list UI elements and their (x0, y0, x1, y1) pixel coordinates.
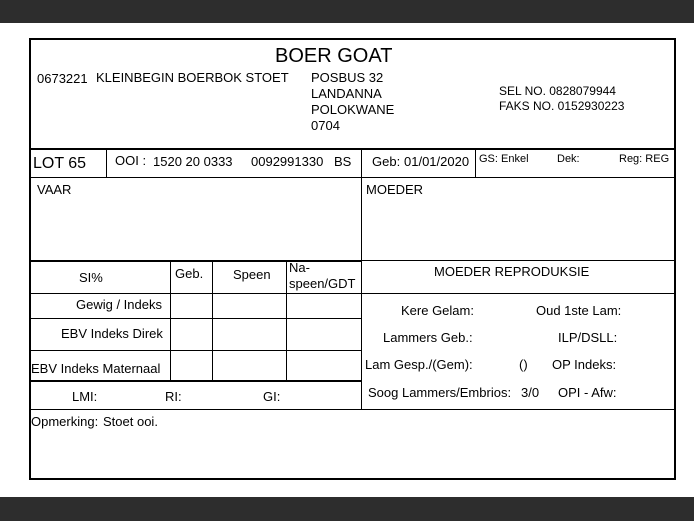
geb-header: Geb. (175, 266, 204, 281)
repro-top (361, 260, 676, 261)
bottom-band (0, 497, 694, 521)
lmi-label: LMI: (72, 389, 98, 404)
lot-divider-1 (106, 150, 107, 177)
mated-label: Dek: (557, 153, 580, 165)
naspeen-header-line-2: speen/GDT (289, 276, 356, 291)
frame-right (674, 38, 676, 480)
si-row-rule-1 (29, 293, 362, 294)
address-line-4: 0704 (311, 118, 340, 133)
soog-value: 3/0 (521, 385, 540, 400)
birth-date-value: 01/01/2020 (404, 154, 470, 169)
si-row-rule-2 (29, 318, 362, 319)
birth-date-label: Geb: (372, 154, 401, 169)
frame-bottom (29, 478, 676, 480)
card-title: BOER GOAT (275, 45, 393, 67)
breed-code: BS (334, 154, 352, 169)
top-band (0, 0, 694, 23)
repro-rule (361, 293, 676, 294)
registration-status: Reg: REG (619, 153, 670, 165)
breeder-name: KLEINBEGIN BOERBOK STOET (96, 70, 289, 85)
address-line-1: POSBUS 32 (311, 70, 384, 85)
sire-label: VAAR (37, 182, 72, 197)
speen-header: Speen (233, 267, 271, 282)
si-table-top (29, 260, 362, 262)
lot-divider-2 (361, 150, 362, 177)
si-col-1 (170, 262, 171, 381)
oud-1ste-lam-label: Oud 1ste Lam: (536, 303, 622, 318)
gi-label: GI: (263, 389, 281, 404)
ilp-dsll-label: ILP/DSLL: (558, 330, 618, 345)
remarks-label: Opmerking: (31, 414, 99, 429)
breeder-code: 0673221 (37, 71, 88, 86)
birth-status: GS: Enkel (479, 153, 529, 165)
si-col-3 (286, 262, 287, 381)
op-indeks-label: OP Indeks: (552, 357, 617, 372)
opi-afw-label: OPI - Afw: (558, 385, 617, 400)
soog-label: Soog Lammers/Embrios: (368, 385, 512, 400)
lammers-geb-label: Lammers Geb.: (383, 330, 473, 345)
lot-number: LOT 65 (33, 155, 87, 172)
remarks-rule (29, 409, 676, 410)
si-row-rule-3 (29, 350, 362, 351)
si-row-ebv-direk: EBV Indeks Direk (61, 326, 163, 341)
si-header: SI% (79, 270, 103, 285)
frame-top (29, 38, 676, 40)
si-table-bottom (29, 380, 362, 382)
address-line-3: POLOKWANE (311, 102, 395, 117)
repro-title: MOEDER REPRODUKSIE (434, 264, 590, 279)
fax-number: FAKS NO. 0152930223 (499, 99, 625, 113)
address-line-2: LANDANNA (311, 86, 382, 101)
lam-gesp-label: Lam Gesp./(Gem): (365, 357, 473, 372)
animal-id-number: 0092991330 (251, 154, 324, 169)
lot-divider-3 (475, 150, 476, 177)
ooi-label: OOI : (115, 153, 147, 168)
si-row-ebv-maternaal: EBV Indeks Maternaal (31, 361, 161, 376)
header-rule (29, 148, 676, 150)
lot-rule (29, 177, 676, 178)
remarks-value: Stoet ooi. (103, 414, 158, 429)
cell-number: SEL NO. 0828079944 (499, 84, 616, 98)
naspeen-header-line-1: Na- (289, 260, 310, 275)
lam-gesp-value: () (519, 357, 528, 372)
ooi-value: 1520 20 0333 (153, 154, 233, 169)
si-col-2 (212, 262, 213, 381)
si-row-gewig: Gewig / Indeks (76, 297, 162, 312)
ri-label: RI: (165, 389, 182, 404)
kere-gelam-label: Kere Gelam: (401, 303, 474, 318)
dam-label: MOEDER (366, 182, 424, 197)
